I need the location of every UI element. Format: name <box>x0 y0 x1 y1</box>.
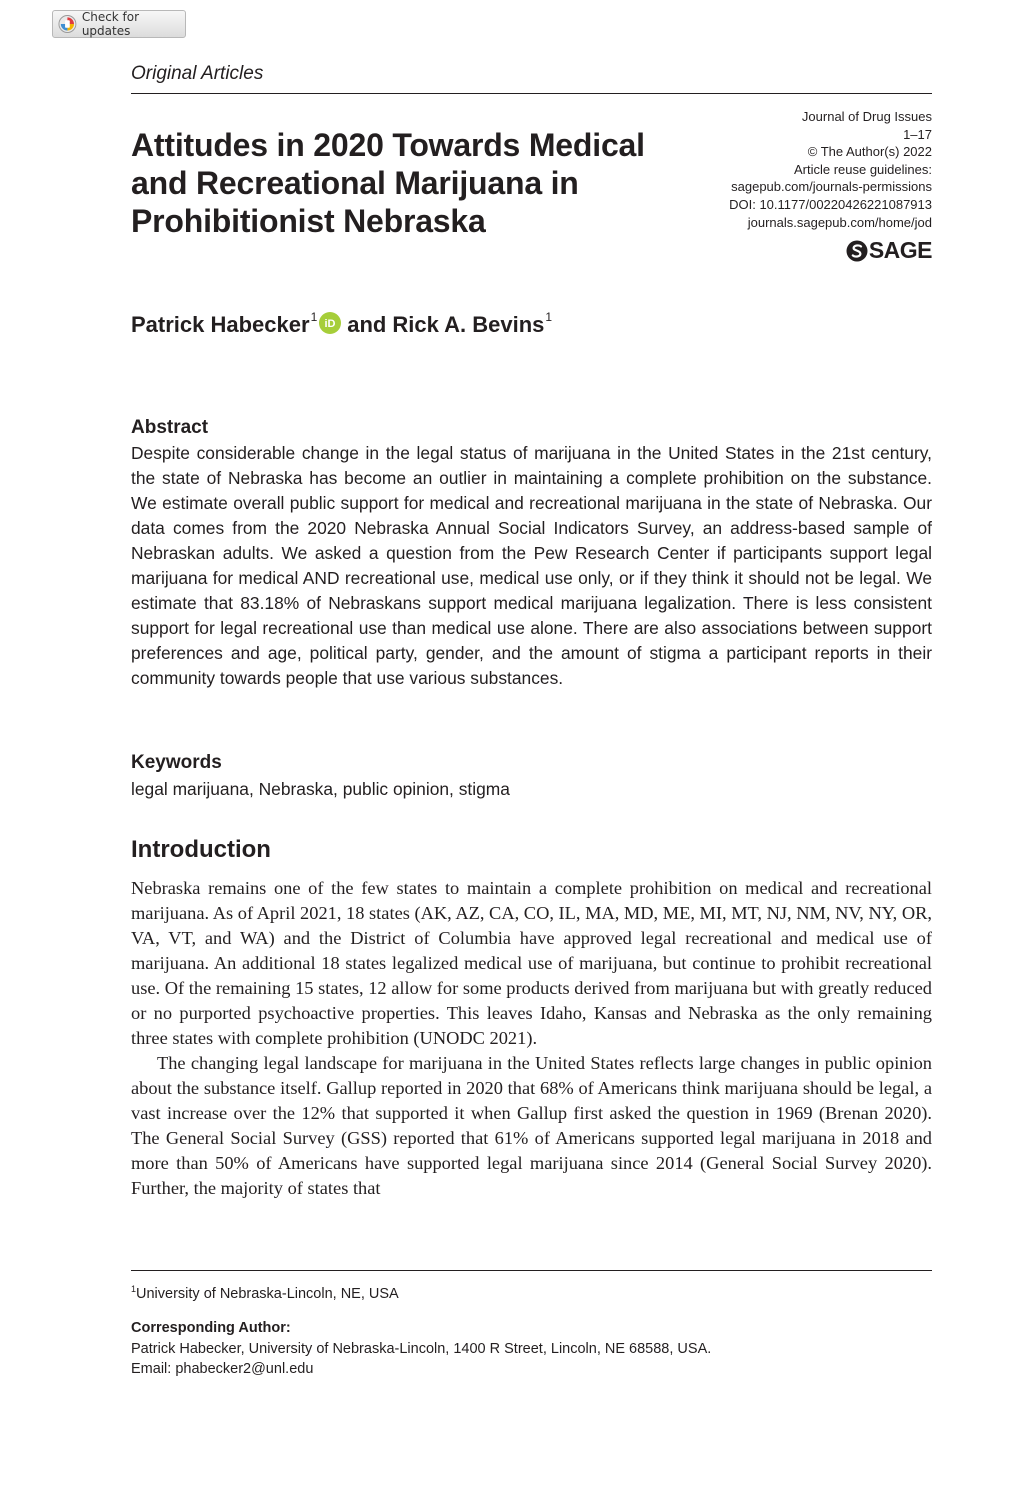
keywords-text: legal marijuana, Nebraska, public opinion, stigma <box>131 779 510 799</box>
sage-logo-text: SAGE <box>868 237 932 263</box>
journal-info <box>729 108 932 231</box>
abstract-text: Despite considerable change in the legal status of marijuana in the United States in the 21st century, the state of Nebraska has become an outlier in maintaining a complete prohibition on the substance. We estimate overall public support for medical and recreational marijuana in the state of Nebraska. Our data comes from the 2020 Nebraska Annual Social Indicators Survey, an address-based sample of Nebraskan adults. We asked a question from the Pew Research Center if participants support legal marijuana for medical AND recreational use, medical use only, or if they think it should not be legal. We estimate that 83.18% of Nebraskans support medical marijuana legalization. There is less consistent support for legal recreational use than medical use alone. There are also associations between support preferences and age, political party, gender, and the amount of stigma a participant reports in their community towards people that use various substances. <box>131 443 932 688</box>
abstract-heading: Abstract <box>131 417 209 438</box>
introduction-body <box>131 876 932 1201</box>
introduction-heading: Introduction <box>131 836 271 863</box>
author-conjunction: and <box>347 312 387 337</box>
author-name: Rick A. Bevins <box>392 312 545 337</box>
affiliation-marker: 1 <box>131 1284 137 1294</box>
reuse-guidelines-label: Article reuse guidelines: <box>793 161 932 177</box>
journal-homepage-link[interactable]: journals.sagepub.com/home/jod <box>747 214 932 230</box>
doi[interactable]: DOI: 10.1177/00220426221087913 <box>729 196 932 212</box>
paragraph: The changing legal landscape for marijuana in the United States reflects large changes in public opinion about the substance itself. Gallup reported in 2020 that 68% of Americans think marijuana should be legal, a vast increase over the 12% that supported it when Gallup first asked the question in 1969 (Brenan 2020). The General Social Survey (GSS) reported that 61% of Americans supported legal marijuana in 2018 and more than 50% of Americans have supported legal marijuana since 2014 (General Social Survey 2020). Further, the majority of states that <box>131 1053 932 1198</box>
sage-s-icon <box>846 239 868 263</box>
header-rule <box>131 93 932 94</box>
section-label: Original Articles <box>131 63 264 84</box>
article-title: Attitudes in 2020 Towards Medical and Recreational Marijuana in Prohibitionist Nebraska <box>131 127 645 239</box>
corresponding-author <box>131 1318 711 1380</box>
journal-name: Journal of Drug Issues <box>801 109 932 124</box>
corresponding-email[interactable]: Email: phabecker2@unl.edu <box>131 1361 314 1377</box>
paragraph: Nebraska remains one of the few states to maintain a complete prohibition on medical and recreational marijuana. As of April 2021, 18 states (AK, AZ, CA, CO, IL, MA, MD, ME, MI, MT, NJ, NM, NV, NY, OR, VA, VT, and WA) and the District of Columbia have approved legal recreational and medical use of marijuana. An additional 18 states legalized medical use of marijuana, but continue to prohibit recreational use. Of the remaining 15 states, 12 allow for some products derived from marijuana but with greatly reduced or no purported psychoactive properties. This leaves Idaho, Kansas and Nebraska as the only remaining three states with complete prohibition (UNODC 2021). <box>131 878 933 1048</box>
check-for-updates-label: Check for updates <box>81 10 140 38</box>
corresponding-heading: Corresponding Author: <box>131 1320 291 1336</box>
orcid-icon[interactable] <box>319 312 341 334</box>
permissions-link[interactable]: sagepub.com/journals-permissions <box>731 179 932 195</box>
footnote-rule <box>131 1270 932 1271</box>
affiliation-marker: 1 <box>310 310 318 324</box>
keywords-heading: Keywords <box>131 752 222 773</box>
svg-text:iD: iD <box>324 318 336 331</box>
affiliation-footnote <box>131 1284 399 1302</box>
affiliation-marker: 1 <box>545 310 553 324</box>
author-list <box>131 312 552 338</box>
sage-logo <box>846 237 932 264</box>
author-name: Patrick Habecker <box>131 312 310 337</box>
crossmark-icon <box>58 14 77 34</box>
check-for-updates-button[interactable] <box>52 10 186 38</box>
corresponding-address: Patrick Habecker, University of Nebraska-Lincoln, 1400 R Street, Lincoln, NE 68588, USA. <box>131 1340 712 1357</box>
copyright: © The Author(s) 2022 <box>807 144 932 160</box>
affiliation-text: University of Nebraska-Lincoln, NE, USA <box>136 1285 399 1302</box>
page-range: 1–17 <box>903 126 932 142</box>
